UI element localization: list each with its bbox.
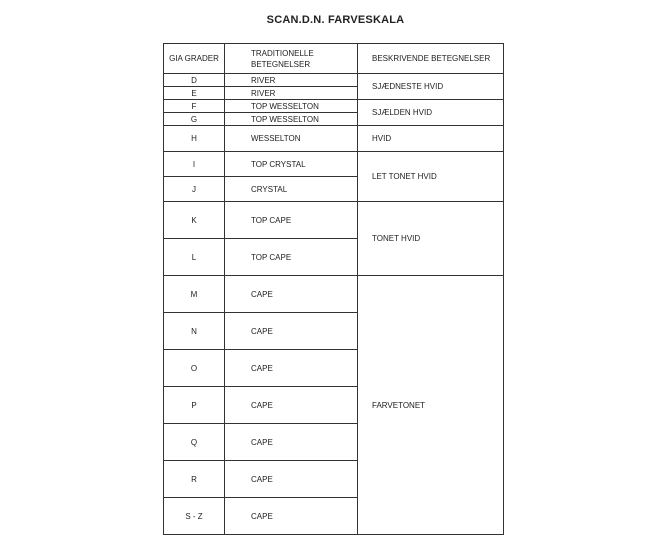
- descriptive-term-cell: SJÆDNESTE HVID: [358, 74, 504, 100]
- traditional-term-cell: CRYSTAL: [225, 177, 358, 202]
- traditional-term-cell: TOP WESSELTON: [225, 113, 358, 126]
- traditional-term-cell: TOP WESSELTON: [225, 100, 358, 113]
- table-row: [164, 276, 504, 313]
- gia-grade-cell: I: [164, 152, 225, 177]
- traditional-term-cell: RIVER: [225, 74, 358, 87]
- table-row: [164, 100, 504, 113]
- gia-grade-cell: K: [164, 202, 225, 239]
- header-traditional-terms: TRADITIONELLE BETEGNELSER: [225, 44, 358, 74]
- table-row: [164, 202, 504, 239]
- traditional-term-cell: RIVER: [225, 87, 358, 100]
- traditional-term-cell: CAPE: [225, 350, 358, 387]
- page-title: SCAN.D.N. FARVESKALA: [266, 14, 405, 26]
- descriptive-term-cell: TONET HVID: [358, 202, 504, 276]
- traditional-term-cell: TOP CRYSTAL: [225, 152, 358, 177]
- traditional-term-cell: CAPE: [225, 276, 358, 313]
- table-row: [164, 74, 504, 87]
- descriptive-term-cell: LET TONET HVID: [358, 152, 504, 202]
- table-header-row: [164, 44, 504, 74]
- gia-grade-cell: F: [164, 100, 225, 113]
- gia-grade-cell: G: [164, 113, 225, 126]
- descriptive-term-cell: FARVETONET: [358, 276, 504, 535]
- table-row: [164, 152, 504, 177]
- color-scale-table: [163, 43, 504, 535]
- header-descriptive-terms: BESKRIVENDE BETEGNELSER: [358, 44, 504, 74]
- gia-grade-cell: N: [164, 313, 225, 350]
- traditional-term-cell: TOP CAPE: [225, 202, 358, 239]
- gia-grade-cell: M: [164, 276, 225, 313]
- descriptive-term-cell: SJÆLDEN HVID: [358, 100, 504, 126]
- gia-grade-cell: R: [164, 461, 225, 498]
- traditional-term-cell: CAPE: [225, 461, 358, 498]
- traditional-term-cell: TOP CAPE: [225, 239, 358, 276]
- descriptive-term-cell: HVID: [358, 126, 504, 152]
- traditional-term-cell: WESSELTON: [225, 126, 358, 152]
- traditional-term-cell: CAPE: [225, 387, 358, 424]
- gia-grade-cell: Q: [164, 424, 225, 461]
- gia-grade-cell: P: [164, 387, 225, 424]
- gia-grade-cell: O: [164, 350, 225, 387]
- table-row: [164, 126, 504, 152]
- gia-grade-cell: L: [164, 239, 225, 276]
- gia-grade-cell: H: [164, 126, 225, 152]
- header-gia-grades: GIA GRADER: [164, 44, 225, 74]
- traditional-term-cell: CAPE: [225, 424, 358, 461]
- gia-grade-cell: J: [164, 177, 225, 202]
- traditional-term-cell: CAPE: [225, 313, 358, 350]
- gia-grade-cell: S - Z: [164, 498, 225, 535]
- traditional-term-cell: CAPE: [225, 498, 358, 535]
- gia-grade-cell: D: [164, 74, 225, 87]
- gia-grade-cell: E: [164, 87, 225, 100]
